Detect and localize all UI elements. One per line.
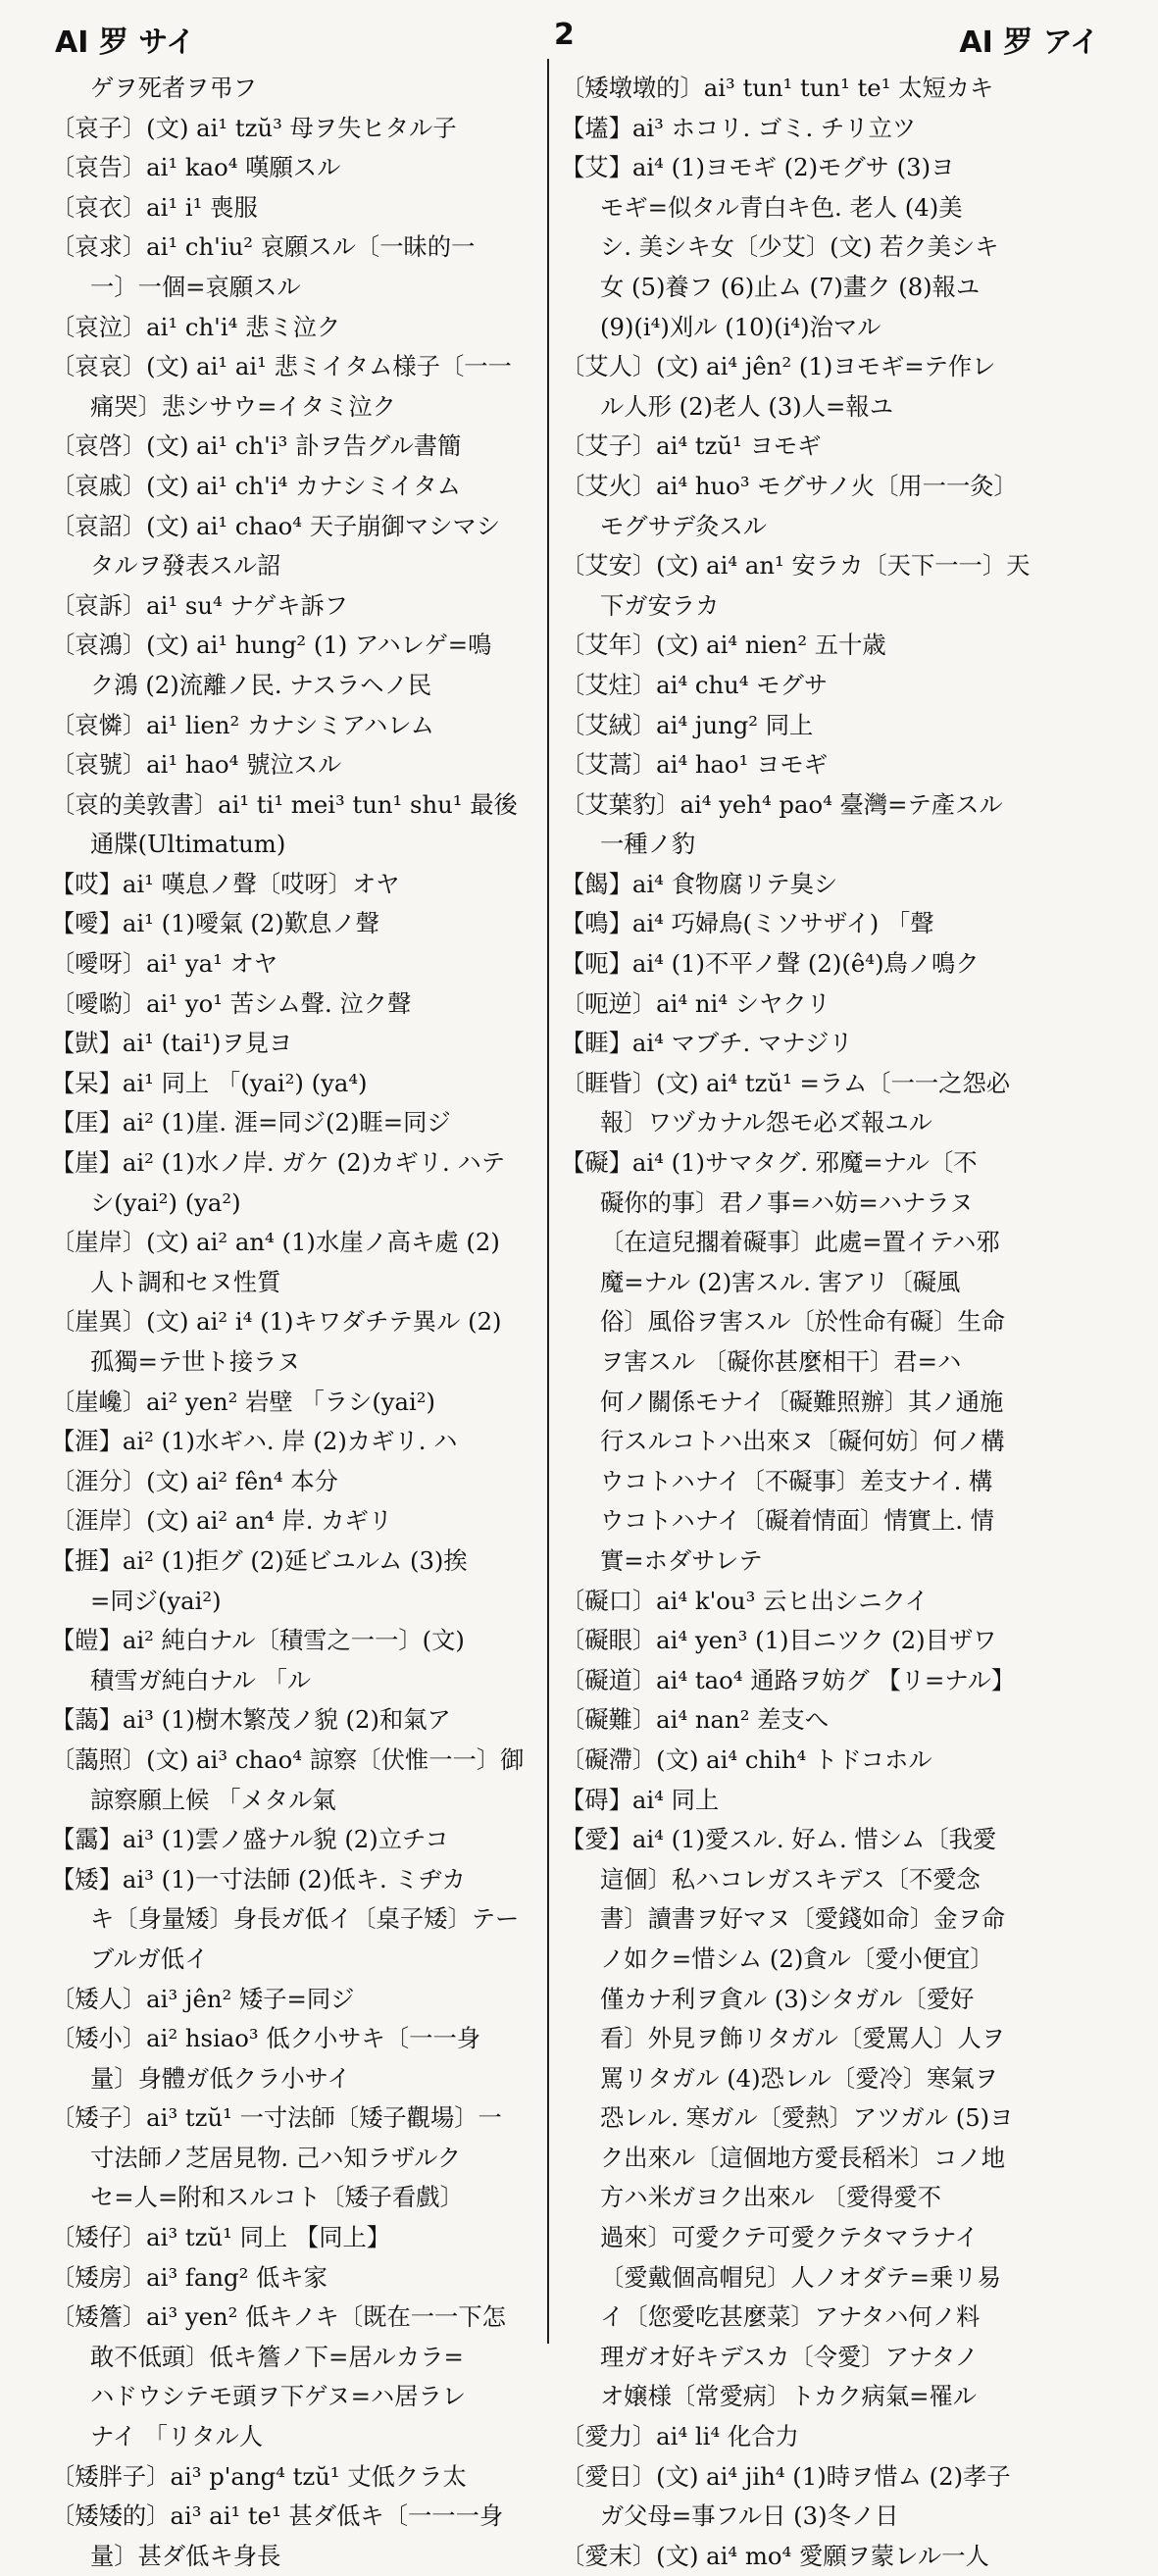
- entry-line: 〔愛力〕ai⁴ li⁴ 化合力: [561, 2422, 799, 2451]
- entry-line: 方ハ米ガヨク出來ル 〔愛得愛不: [600, 2183, 941, 2212]
- entry-line: =同ジ(yai²): [90, 1586, 222, 1615]
- entry-line: 【崖】ai² (1)水ノ岸. ガケ (2)カギリ. ハテ: [51, 1148, 506, 1178]
- entry-line: 量〕甚ダ低キ身長: [90, 2541, 281, 2570]
- entry-line: 〔哀啓〕(文) ai¹ ch'i³ 訃ヲ告グル書簡: [51, 431, 462, 461]
- entry-line: 【藹】ai³ (1)樹木繁茂ノ貌 (2)和氣ア: [51, 1705, 451, 1735]
- entry-line: 報〕ワヅカナル怨モ必ズ報ユル: [600, 1108, 932, 1137]
- entry-line: モギ=似タル青白キ色. 老人 (4)美: [600, 192, 963, 222]
- entry-line: 【艾】ai⁴ (1)ヨモギ (2)モグサ (3)ヨ: [561, 153, 955, 182]
- header-left: AI 罗 サイ: [55, 25, 196, 60]
- entry-line: 〔矮人〕ai³ jên² 矮子=同ジ: [51, 1984, 355, 2013]
- entry-line: 〔矮仔〕ai³ tzŭ¹ 同上 【同上】: [51, 2223, 391, 2252]
- entry-line: 恐レル. 寒ガル〔愛熱〕アツガル (5)ヨ: [600, 2103, 1014, 2133]
- entry-line: 一〕一個=哀願スル: [90, 272, 301, 301]
- entry-line: 〔涯岸〕(文) ai² an⁴ 岸. カギリ: [51, 1506, 393, 1536]
- entry-line: 〔藹照〕(文) ai³ chao⁴ 諒察〔伏惟一一〕御: [51, 1744, 525, 1774]
- entry-line: 〔愛末〕(文) ai⁴ mo⁴ 愛願ヲ蒙レル一人: [561, 2541, 989, 2570]
- entry-line: 一種ノ豹: [600, 830, 696, 859]
- entry-line: ウコトハナイ〔礙着情面〕情實上. 情: [600, 1506, 995, 1536]
- entry-line: 〔哀鴻〕(文) ai¹ hung² (1) アハレゲ=鳴: [51, 631, 492, 660]
- entry-line: ハドウシテモ頭ヲ下ゲヌ=ハ居ラレ: [90, 2382, 467, 2411]
- entry-line: 〔艾年〕(文) ai⁴ nien² 五十歳: [561, 631, 886, 660]
- entry-line: シ. 美シキ女〔少艾〕(文) 若ク美シキ: [600, 232, 999, 262]
- entry-line: 〔愛戴個高帽兒〕人ノオダテ=乗リ易: [600, 2262, 1001, 2292]
- entry-line: 〔哀號〕ai¹ hao⁴ 號泣スル: [51, 750, 342, 780]
- entry-line: 【捱】ai² (1)拒グ (2)延ビユルム (3)挨: [51, 1545, 468, 1575]
- entry-line: 【哎】ai¹ 嘆息ノ聲〔哎呀〕オヤ: [51, 869, 400, 898]
- entry-line: ノ如ク=惜シム (2)貪ル〔愛小便宜〕: [600, 1944, 994, 1973]
- entry-line: 諒察願上候 「メタル氣: [90, 1785, 336, 1814]
- entry-line: 〔睚眥〕(文) ai⁴ tzŭ¹ =ラム〔一一之怨必: [561, 1068, 1011, 1097]
- entry-line: 〔礙難〕ai⁴ nan² 差支へ: [561, 1705, 830, 1735]
- entry-line: 積雪ガ純白ナル 「ル: [90, 1665, 312, 1694]
- entry-line: 罵リタガル (4)恐レル〔愛冷〕寒氣ヲ: [600, 2063, 998, 2093]
- entry-line: キ〔身量矮〕身長ガ低イ〔桌子矮〕テー: [90, 1904, 520, 1934]
- entry-line: 礙你的事〕君ノ事=ハ妨=ハナラヌ: [600, 1187, 974, 1217]
- entry-line: 孤獨=テ世ト接ラヌ: [90, 1347, 301, 1376]
- entry-line: 寸法師ノ芝居見物. 己ハ知ラザルク: [90, 2143, 462, 2172]
- entry-line: 〔哀子〕(文) ai¹ tzŭ³ 母ヲ失ヒタル子: [51, 113, 457, 142]
- entry-line: 〔礙道〕ai⁴ tao⁴ 通路ヲ妨グ 【リ=ナル】: [561, 1665, 1016, 1694]
- entry-line: 〔哀的美敦書〕ai¹ ti¹ mei³ tun¹ shu¹ 最後: [51, 789, 518, 819]
- entry-line: 〔礙眼〕ai⁴ yen³ (1)目ニツク (2)目ザワ: [561, 1626, 997, 1655]
- page-number: 2: [554, 18, 575, 52]
- entry-line: 何ノ關係モナイ〔礙難照辦〕其ノ通施: [600, 1387, 1004, 1416]
- entry-line: 人ト調和セヌ性質: [90, 1267, 281, 1296]
- entry-line: 〔崖巉〕ai² yen² 岩壁 「ラシ(yai²): [51, 1387, 436, 1416]
- entry-line: シ(yai²) (ya²): [90, 1187, 241, 1217]
- entry-line: 這個〕私ハコレガスキデス〔不愛念: [600, 1864, 981, 1894]
- entry-line: 〔哀詔〕(文) ai¹ chao⁴ 天子崩御マシマシ: [51, 511, 501, 540]
- entry-line: 〔矮簷〕ai³ yen² 低キノキ〔既在一一下怎: [51, 2302, 506, 2332]
- entry-line: 【厓】ai² (1)崖. 涯=同ジ(2)睚=同ジ: [51, 1108, 451, 1137]
- entry-line: 〔矮墩墩的〕ai³ tun¹ tun¹ te¹ 太短カキ: [561, 74, 994, 102]
- entry-line: 【皚】ai² 純白ナル〔積雪之一一〕(文): [51, 1626, 465, 1655]
- entry-line: 〔艾火〕ai⁴ huo³ モグサノ火〔用一一灸〕: [561, 471, 1018, 500]
- entry-line: 〔哀泣〕ai¹ ch'i⁴ 悲ミ泣ク: [51, 312, 341, 341]
- entry-line: 【靄】ai³ (1)雲ノ盛ナル貌 (2)立チコ: [51, 1825, 449, 1854]
- entry-line: 【呆】ai¹ 同上 「(yai²) (ya⁴): [51, 1068, 368, 1097]
- entry-line: 〔艾絨〕ai⁴ jung² 同上: [561, 710, 814, 739]
- entry-line: モグサデ灸スル: [600, 511, 768, 540]
- entry-line: 【壒】ai³ ホコリ. ゴミ. チリ立ツ: [561, 113, 917, 142]
- entry-line: 看〕外見ヲ飾リタガル〔愛罵人〕人ヲ: [600, 2024, 1006, 2053]
- entry-line: 下ガ安ラカ: [600, 590, 720, 620]
- entry-line: ウコトハナイ〔不礙事〕差支ナイ. 構: [600, 1466, 993, 1495]
- entry-line: (9)(i⁴)刈ル (10)(i⁴)治マル: [600, 312, 881, 341]
- entry-line: 〔噯喲〕ai¹ yo¹ 苦シム聲. 泣ク聲: [51, 988, 412, 1018]
- entry-line: 【睚】ai⁴ マブチ. マナジリ: [561, 1029, 853, 1058]
- entry-line: 〔崖異〕(文) ai² i⁴ (1)キワダチテ異ル (2): [51, 1307, 502, 1337]
- entry-line: ゲヲ死者ヲ弔フ: [90, 74, 258, 102]
- entry-line: 【愛】ai⁴ (1)愛スル. 好ム. 惜シム〔我愛: [561, 1825, 997, 1854]
- entry-line: 〔哀求〕ai¹ ch'iu² 哀願スル〔一昧的一: [51, 232, 476, 262]
- entry-line: 〔艾安〕(文) ai⁴ an¹ 安ラカ〔天下一一〕天: [561, 551, 1031, 581]
- entry-line: 【呃】ai⁴ (1)不平ノ聲 (2)(ê⁴)鳥ノ鳴ク: [561, 949, 980, 979]
- entry-line: 俗〕風俗ヲ害スル〔於性命有礙〕生命: [600, 1307, 1006, 1337]
- entry-line: 【獃】ai¹ (tai¹)ヲ見ヨ: [51, 1029, 293, 1058]
- entry-line: 【礙】ai⁴ (1)サマタグ. 邪魔=ナル〔不: [561, 1148, 978, 1178]
- entry-line: 〔哀憐〕ai¹ lien² カナシミアハレム: [51, 710, 434, 739]
- entry-line: 實=ホダサレテ: [600, 1545, 763, 1575]
- entry-line: ガ父母=事フル日 (3)冬ノ日: [600, 2501, 899, 2531]
- header-right: AI 罗 アイ: [959, 25, 1099, 60]
- entry-line: 【矮】ai³ (1)一寸法師 (2)低キ. ミヂカ: [51, 1864, 466, 1894]
- entry-line: 〔矮房〕ai³ fang² 低キ家: [51, 2262, 327, 2292]
- entry-line: ル人形 (2)老人 (3)人=報ユ: [600, 391, 894, 421]
- left-column: [51, 69, 546, 2576]
- column-divider: [547, 59, 549, 2344]
- entry-line: 【涯】ai² (1)水ギハ. 岸 (2)カギリ. ハ: [51, 1427, 458, 1456]
- entry-line: 〔哀訴〕ai¹ su⁴ ナゲキ訴フ: [51, 590, 348, 620]
- entry-line: 〔愛日〕(文) ai⁴ jih⁴ (1)時ヲ惜ム (2)孝子: [561, 2461, 1011, 2491]
- entry-line: 〔艾炷〕ai⁴ chu⁴ モグサ: [561, 670, 829, 699]
- entry-line: ブルガ低イ: [90, 1944, 209, 1973]
- entry-line: 〔噯呀〕ai¹ ya¹ オヤ: [51, 949, 278, 979]
- entry-line: 〔在這兒擱着礙事〕此處=置イテハ邪: [600, 1228, 1000, 1257]
- entry-line: 量〕身體ガ低クラ小サイ: [90, 2063, 351, 2093]
- entry-line: 〔哀戚〕(文) ai¹ ch'i⁴ カナシミイタム: [51, 471, 461, 500]
- entry-line: イ〔您愛吃甚麼菜〕アナタハ何ノ料: [600, 2302, 981, 2332]
- entry-line: 魔=ナル (2)害スル. 害アリ〔礙風: [600, 1267, 961, 1296]
- entry-line: 【鳴】ai⁴ 巧婦鳥(ミソサザイ) 「聲: [561, 909, 934, 938]
- entry-line: 〔艾子〕ai⁴ tzŭ¹ ヨモギ: [561, 431, 822, 461]
- entry-line: ナイ 「リタル人: [90, 2422, 264, 2451]
- entry-line: 〔崖岸〕(文) ai² an⁴ (1)水崖ノ高キ處 (2): [51, 1228, 500, 1257]
- entry-line: 女 (5)養フ (6)止ム (7)畫ク (8)報ユ: [600, 272, 981, 301]
- right-column: [561, 69, 1095, 2576]
- entry-line: 書〕讀書ヲ好マヌ〔愛錢如命〕金ヲ命: [600, 1904, 1006, 1934]
- entry-line: 〔矮矮的〕ai³ ai¹ te¹ 甚ダ低キ〔一一一身: [51, 2501, 504, 2531]
- entry-line: 〔礙滯〕(文) ai⁴ chih⁴ トドコホル: [561, 1744, 932, 1774]
- entry-line: オ嬢様〔常愛病〕トカク病氣=罹ル: [600, 2382, 978, 2411]
- entry-line: 過來〕可愛クテ可愛クテタマラナイ: [600, 2223, 979, 2252]
- entry-line: 〔矮胖子〕ai³ p'ang⁴ tzŭ¹ 丈低クラ太: [51, 2461, 467, 2491]
- entry-line: 〔哀衣〕ai¹ i¹ 喪服: [51, 192, 258, 222]
- entry-line: 行スルコトハ出來ヌ〔礙何妨〕何ノ構: [600, 1427, 1005, 1456]
- entry-line: ク出來ル〔這個地方愛長稻米〕コノ地: [600, 2143, 1006, 2172]
- entry-line: セ=人=附和スルコト〔矮子看戲〕: [90, 2183, 464, 2212]
- entry-line: 〔礙口〕ai⁴ k'ou³ 云ヒ出シニクイ: [561, 1586, 929, 1615]
- entry-line: ク鴻 (2)流離ノ民. ナスラヘノ民: [90, 670, 432, 699]
- entry-line: 通牒(Ultimatum): [90, 830, 286, 859]
- entry-line: 僅カナ利ヲ貪ル (3)シタガル〔愛好: [600, 1984, 975, 2013]
- entry-line: 〔哀哀〕(文) ai¹ ai¹ 悲ミイタム様子〔一一: [51, 352, 512, 381]
- entry-line: タルヲ發表スル詔: [90, 551, 281, 581]
- entry-line: ヲ害スル 〔礙你甚麼相干〕君=ハ: [600, 1347, 962, 1376]
- entry-line: 【餲】ai⁴ 食物腐リテ臭シ: [561, 869, 838, 898]
- entry-line: 理ガオ好キデスカ〔令愛〕アナタノ: [600, 2342, 979, 2371]
- entry-line: 〔哀告〕ai¹ kao⁴ 嘆願スル: [51, 153, 341, 182]
- entry-line: 痛哭〕悲シサウ=イタミ泣ク: [90, 391, 396, 421]
- entry-line: 〔艾葉豹〕ai⁴ yeh⁴ pao⁴ 臺灣=テ產スル: [561, 789, 1003, 819]
- entry-line: 敢不低頭〕低キ簷ノ下=居ルカラ=: [90, 2342, 464, 2371]
- entry-line: 〔呃逆〕ai⁴ ni⁴ シヤクリ: [561, 988, 831, 1018]
- entry-line: 〔矮小〕ai² hsiao³ 低ク小サキ〔一一身: [51, 2024, 481, 2053]
- entry-line: 〔艾蒿〕ai⁴ hao¹ ヨモギ: [561, 750, 829, 780]
- entry-line: 〔艾人〕(文) ai⁴ jên² (1)ヨモギ=テ作レ: [561, 352, 996, 381]
- entry-line: 【噯】ai¹ (1)噯氣 (2)歎息ノ聲: [51, 909, 379, 938]
- entry-line: 【碍】ai⁴ 同上: [561, 1785, 720, 1814]
- entry-line: 〔矮子〕ai³ tzŭ¹ 一寸法師〔矮子觀場〕一: [51, 2103, 502, 2133]
- entry-line: 〔涯分〕(文) ai² fên⁴ 本分: [51, 1466, 338, 1495]
